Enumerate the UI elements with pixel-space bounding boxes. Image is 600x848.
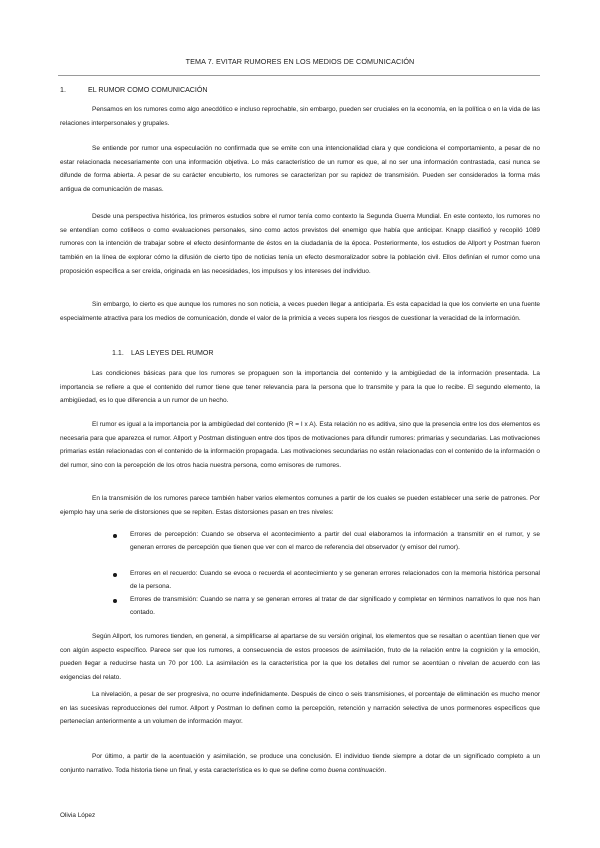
paragraph: En la transmisión de los rumores parece también haber varios elementos comunes a partir de los cuales se pueden establecer una serie de patrones. Por ejemplo hay una serie de distorsiones que se repiten. Estas distorsiones pasan en tres niveles: [60, 495, 540, 516]
paragraph: Desde una perspectiva histórica, los primeros estudios sobre el rumor tenía como contexto la Segunda Guerra Mundial. En este contexto, los rumores no se entendían como cotilleos o como evaluaciones personales, sino como actos previstos del enemigo que había que anticipar. Knapp clasificó y recopiló 1089 rumores con la intención de trabajar sobre el efecto desinformante de éstos en la ciudadanía de la época. Posteriormente, los estudios de Allport y Postman fueron también en la línea de explorar cómo la difusión de cierto tipo de noticias tenía un efecto desmoralizador sobre la población civil. Ellos definían el rumor como una proposición específica a ser creída, originada en las necesidades, los impulsos y los intereses del individuo. [60, 213, 540, 275]
bullet-icon [113, 599, 117, 603]
paragraph: Según Allport, los rumores tienden, en general, a simplificarse al apartarse de su versión original, los elementos que se resaltan o acentúan tienen que ver con algún aspecto específico. Parece ser que los rumores, a consecuencia de estos procesos de asimilación, fruto de la relación entre la cognición y la emoción, pueden llegar a reducirse hasta un 70 por 100. La asimilación es la característica por la que los detalles del rumor se acentúan o nivelan de acuerdo con las exigencias del relato. [60, 633, 540, 682]
paragraph: Se entiende por rumor una especulación no confirmada que se emite con una intencionalidad clara y que condiciona el comportamiento, a pesar de no estar relacionada necesariamente con una información objetiva. Lo más característico de un rumor es que, al no ser una información contrastada, casi nunca se difunde de forma abierta. A pesar de su carácter encubierto, los rumores se caracterizan por su rapidez de transmisión. Pueden ser considerados la forma más antigua de comunicación de masas. [60, 145, 540, 194]
section-number: 1. [60, 86, 66, 94]
paragraph: Pensamos en los rumores como algo anecdótico e incluso reprochable, sin embargo, pueden ser cruciales en la economía, en la política o en la vida de las relaciones interpersonales y grupales. [60, 106, 540, 127]
bullet-icon [113, 573, 117, 577]
list-item-text: Errores de percepción: Cuando se observa el acontecimiento a partir del cual elaboramos la información a transmitir en el rumor, y se generan errores de percepción que tienen que ver con el marco de referencia del observador (y emisor del rumor). [130, 531, 540, 551]
bullet-icon [113, 534, 117, 538]
paragraph: Las condiciones básicas para que los rumores se propaguen son la importancia del contenido y la ambigüedad de la información presentada. La importancia se refiere a que el contenido del rumor tiene que tener relevancia para la persona que lo transmite y para la que lo recibe. El segundo elemento, la ambigüedad, es lo que diferencia a un rumor de un hecho. [60, 370, 540, 405]
author-footer: Olivia López [60, 812, 96, 819]
paragraph: Sin embargo, lo cierto es que aunque los rumores no son noticia, a veces pueden llegar a anticiparla. Es esta capacidad la que los convierte en una fuente especialmente atractiva para los medios de comunicación, donde el valor de la primicia a veces supera los riesgos de cuestionar la veracidad de la información. [60, 301, 540, 322]
paragraph-text: Por último, a partir de la acentuación y asimilación, se produce una conclusión. El individuo tiende siempre a dotar de un significado completo a un conjunto narrativo. Toda historia tiene un final, y esta característica es lo que se define como [60, 753, 540, 774]
emphasis-text: buena continuación [327, 766, 385, 774]
document-title: TEMA 7. EVITAR RUMORES EN LOS MEDIOS DE COMUNICACIÓN [185, 57, 415, 66]
section-title: EL RUMOR COMO COMUNICACIÓN [88, 86, 208, 94]
paragraph: La nivelación, a pesar de ser progresiva, no ocurre indefinidamente. Después de cinco o seis transmisiones, el porcentaje de eliminación es mucho menor en las sucesivas reproducciones del rumor. Allport y Postman lo definen como la percepción, retención y narración selectiva de unos pormenores específicos que pertenecían anteriormente a un volumen de información mayor. [60, 691, 540, 726]
title-divider [58, 75, 540, 76]
list-item-text: Errores de transmisión: Cuando se narra y se generan errores al tratar de dar significado y completar en términos narrativos lo que nos han contado. [130, 596, 540, 616]
paragraph: El rumor es igual a la importancia por la ambigüedad del contenido (R = I x A). Esta relación no es aditiva, sino que la presencia entre los dos elementos es necesaria para que aparezca el rumor. Allport y Postman distinguen entre dos tipos de motivaciones para difundir rumores: primarias y secundarias. Las motivaciones primarias están relacionadas con el contenido de la información propagada. Las motivaciones secundarias no están relacionadas con el contenido de la información o del rumor, sino con la percepción de los otros hacia nuestra persona, como emisores de rumores. [60, 421, 540, 470]
subsection-title: LAS LEYES DEL RUMOR [131, 349, 214, 357]
paragraph-end: . [384, 766, 387, 774]
list-item-text: Errores en el recuerdo: Cuando se evoca o recuerda el acontecimiento y se generan errores relacionados con la memoria histórica personal de la persona. [130, 570, 540, 590]
paragraph-final [60, 750, 540, 777]
subsection-number: 1.1. [112, 349, 124, 357]
